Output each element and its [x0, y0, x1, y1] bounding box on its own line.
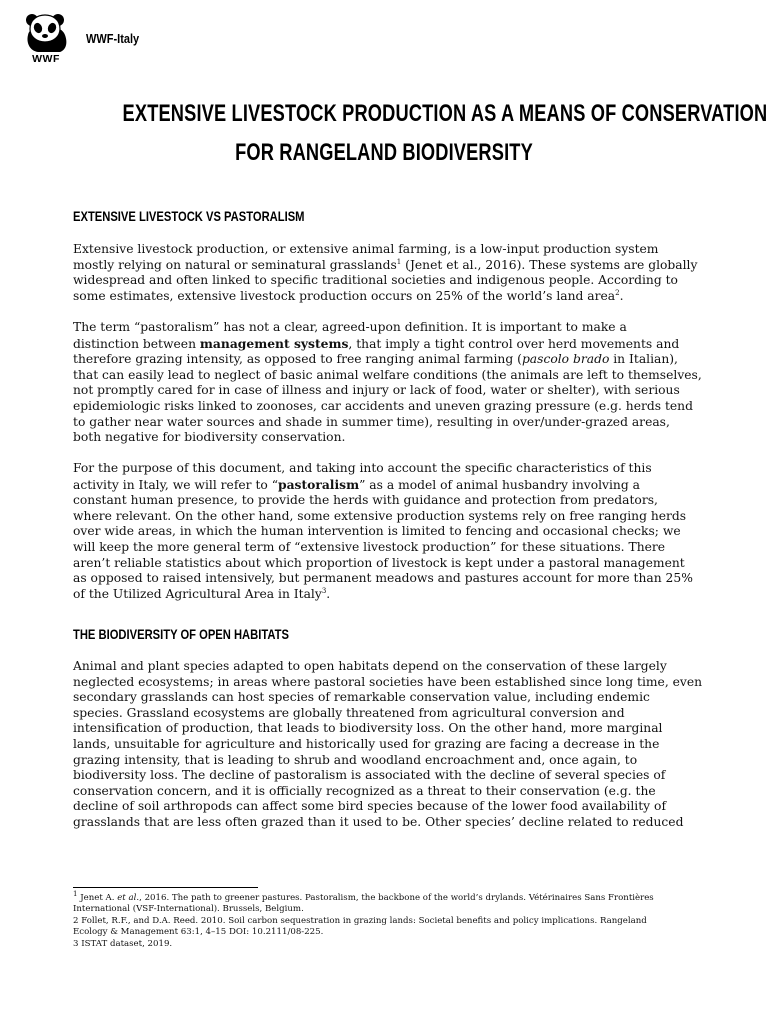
footnote-line: International (VSF-International). Brussels, Belgium. [73, 904, 304, 915]
text-line: distinction between management systems, that imply a tight control over herd movements and [73, 335, 680, 351]
text-line: where relevant. On the other hand, some extensive production systems rely on free ranging herds [73, 508, 687, 523]
text-line: The term “pastoralism” has not a clear, agreed-upon definition. It is important to make a [73, 320, 627, 334]
text-line: intensification of production, that leads to biodiversity loss. On the other hand, more marginal [73, 721, 663, 736]
text-line: that can easily lead to neglect of basic animal welfare conditions (the animals are left to themselves, [73, 367, 702, 382]
paragraph [73, 242, 703, 304]
title-line: FOR RANGELAND BIODIVERSITY [235, 139, 533, 166]
wwf-logo-text: WWF [32, 53, 60, 65]
footnote-divider [73, 887, 258, 888]
panda-icon [22, 13, 70, 53]
text-line: activity in Italy, we will refer to “pastoralism” as a model of animal husbandry involving a [73, 476, 640, 492]
paragraph [73, 659, 703, 831]
italic-term: pascolo brado [521, 352, 610, 367]
text-line: therefore grazing intensity, as opposed to free ranging animal farming (pascolo brado in Italian), [73, 352, 678, 367]
text-line: Extensive livestock production, or extensive animal farming, is a low-input production system [73, 242, 659, 256]
text-line: species. Grassland ecosystems are globally threatened from agricultural conversion and [73, 705, 625, 720]
footnote-ref: 2 [615, 288, 620, 297]
text-line: to gather near water sources and shade in summer time), resulting in over/under-grazed areas, [73, 414, 670, 429]
text-line: lands, unsuitable for agriculture and historically used for grazing are facing a decrease in the [73, 736, 660, 751]
text-line: of the Utilized Agricultural Area in Italy$^3$. [73, 586, 331, 601]
text-line: For the purpose of this document, and taking into account the specific characteristics of this [73, 461, 652, 475]
page-header [22, 13, 322, 65]
footnotes [73, 890, 713, 950]
text-line: will keep the more general term of “extensive livestock production” for these situations. There [73, 539, 666, 554]
section-heading: EXTENSIVE LIVESTOCK VS PASTORALISM [73, 208, 305, 224]
text-line: widespread and often linked to specific traditional societies and indigenous people. According to [73, 273, 678, 288]
text-line: biodiversity loss. The decline of pastoralism is associated with the decline of several species of [73, 768, 666, 783]
bold-term: management systems [199, 335, 349, 351]
wwf-panda-logo [22, 13, 70, 65]
paragraph [73, 461, 703, 602]
text-line: not promptly cared for in case of illness and injury or lack of food, water or shelter), with serious [73, 383, 680, 398]
text-line: neglected ecosystems; in areas where pastoral societies have been established since long time, even [73, 674, 703, 689]
paragraph [73, 320, 703, 446]
text-line: epidemiologic risks linked to zoonoses, car accidents and uneven grazing pressure (e.g. herds tend [73, 398, 693, 413]
footnote-line: 2 Follet, R.F., and D.A. Reed. 2010. Soil carbon sequestration in grazing lands: Societal benefits and policy implications. Rangeland [73, 915, 647, 926]
document-title [122, 94, 768, 172]
text-line: aren’t reliable statistics about which proportion of livestock is kept under a pastoral management [73, 555, 685, 570]
text-line: secondary grasslands can host species of remarkable conservation value, including endemic [73, 690, 650, 705]
organization-name: WWF-Italy [86, 32, 140, 46]
text-line: Animal and plant species adapted to open habitats depend on the conservation of these largely [73, 659, 667, 673]
text-line: mostly relying on natural or seminatural grasslands$^1$ (Jenet et al., 2016). These systems are globally [73, 257, 698, 272]
text-line: both negative for biodiversity conservation. [73, 430, 346, 445]
footnote-ref: 3 [321, 586, 327, 595]
footnote-line: 3 ISTAT dataset, 2019. [73, 938, 173, 949]
text-line: conservation concern, and it is officially recognized as a threat to their conservation (e.g. the [73, 783, 656, 798]
footnote-line: $^1$ Jenet A. et al., 2016. The path to greener pastures. Pastoralism, the backbone of the world’s drylands. Vétérinaires Sans Frontières [73, 890, 654, 903]
text-line: grazing intensity, that is leading to shrub and woodland encroachment and, once again, to [73, 752, 638, 767]
text-line: some estimates, extensive livestock production occurs on 25% of the world’s land area$^2$. [73, 288, 624, 303]
footnote-line: Ecology & Management 63:1, 4–15 DOI: 10.2111/08-225. [73, 927, 324, 938]
section-heading: THE BIODIVERSITY OF OPEN HABITATS [73, 626, 289, 642]
text-line: as opposed to raised intensively, but permanent meadows and pastures account for more than 25% [73, 571, 693, 586]
text-line: over wide areas, in which the human intervention is limited to fencing and occasional checks; we [73, 524, 681, 539]
footnote-ref: 1 [396, 257, 402, 266]
bold-term: pastoralism [277, 476, 360, 492]
text-line: decline of soil arthropods can affect some bird species because of the lower food availability of [73, 799, 666, 814]
title-line: EXTENSIVE LIVESTOCK PRODUCTION AS A MEANS OF CONSERVATION [122, 100, 768, 127]
text-line: constant human presence, to provide the herds with guidance and protection from predators, [73, 493, 658, 508]
text-line: grasslands that are less often grazed than it used to be. Other species’ decline related to reduced [73, 814, 684, 829]
